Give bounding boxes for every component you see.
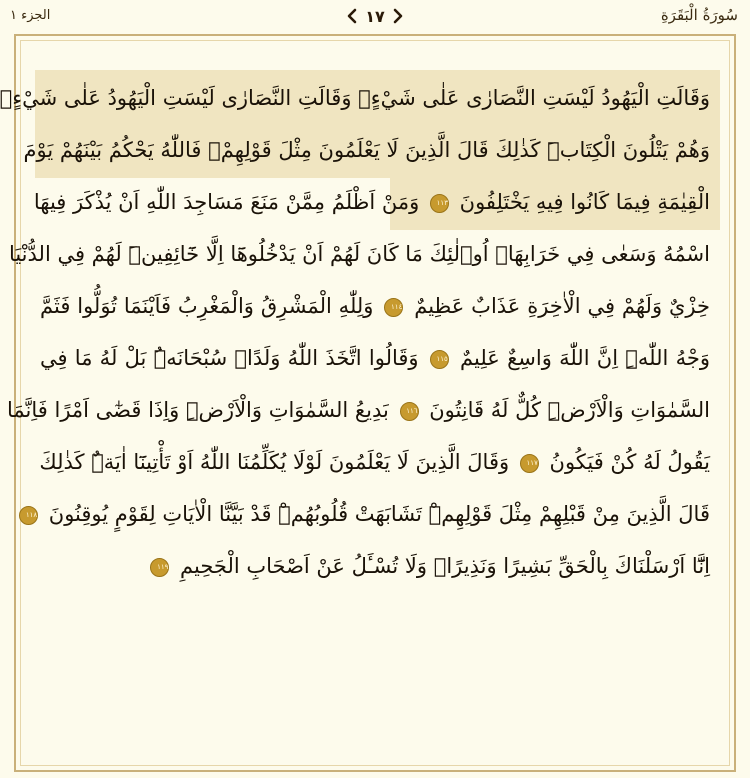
verse-number-marker: ١١٧ (520, 454, 539, 473)
chevron-left-icon[interactable] (345, 5, 359, 27)
verse-number-marker: ١١٣ (430, 194, 449, 213)
text-line-5[interactable] (40, 280, 710, 332)
verse-text: الْقِيٰمَةِ فِيمَا كَانُوا فِيهِ يَخْتَلِفُونَ (459, 190, 710, 214)
text-line-4[interactable] (8, 228, 710, 280)
text-line-10[interactable] (40, 540, 710, 592)
text-line-9[interactable] (25, 488, 710, 540)
verse-text: وَقَالَتِ الْيَهُودُ لَيْسَتِ النَّصَارٰى عَلٰى شَيْءٍۖ وَقَالَتِ النَّصَارٰى لَيْسَتِ الْيَهُودُ عَلٰى شَيْءٍۙ (0, 86, 710, 110)
verse-text: اسْمُهُ وَسَعٰى فِي خَرَابِهَاۜ اُو۬لٰئِكَ مَا كَانَ لَهُمْ اَنْ يَدْخُلُوهَٓا اِلَّا خَٓائِفِينَۜ لَهُمْ فِي الدُّنْيَا (8, 242, 710, 266)
text-line-1[interactable] (0, 72, 710, 124)
juz-label: الجزء ١ (10, 8, 51, 23)
page-number: ١٧ (365, 6, 385, 26)
verse-text: خِزْيٌ وَلَهُمْ فِي الْاٰخِرَةِ عَذَابٌ عَظِيمٌ (414, 294, 710, 318)
verse-text: السَّمٰوَاتِ وَالْاَرْضِۜ كُلٌّ لَهُ قَانِتُونَ (429, 398, 710, 422)
surah-title: سُورَةُ الْبَقَرَةِ (660, 6, 738, 24)
verse-number-marker: ١١٥ (430, 350, 449, 369)
verse-number-marker: ١١٩ (150, 558, 169, 577)
verse-text: بَدِيعُ السَّمٰوَاتِ وَالْاَرْضِۜ وَاِذَا قَضٰٓى اَمْرًا فَاِنَّمَا (7, 398, 389, 422)
text-line-2[interactable] (23, 124, 710, 176)
verse-number-marker: ١١٨ (19, 506, 38, 525)
verse-number-marker: ١١٤ (384, 298, 403, 317)
verse-number-marker: ١١٦ (400, 402, 419, 421)
verse-text: وَلِلّٰهِ الْمَشْرِقُ وَالْمَغْرِبُ فَاَيْنَمَا تُوَلُّوا فَثَمَّ (40, 294, 374, 318)
page-navigation (345, 4, 405, 28)
verse-text: وَجْهُ اللّٰهِۜ اِنَّ اللّٰهَ وَاسِعٌ عَلِيمٌ (460, 346, 710, 370)
text-line-8[interactable] (40, 436, 710, 488)
verse-text: يَقُولُ لَهُ كُنْ فَيَكُونُ (549, 450, 710, 474)
page-header (0, 0, 750, 34)
text-line-3[interactable] (33, 176, 710, 228)
chevron-right-icon[interactable] (391, 5, 405, 27)
verse-text: قَالَ الَّذِينَ مِنْ قَبْلِهِمْ مِثْلَ قَوْلِهِمْۜ تَشَابَهَتْ قُلُوبُهُمْۜ قَدْ بَيَّنَّا الْاٰيَاتِ لِقَوْمٍ يُوقِنُونَ (48, 502, 710, 526)
verse-text: وَهُمْ يَتْلُونَ الْكِتَابَۜ كَذٰلِكَ قَالَ الَّذِينَ لَا يَعْلَمُونَ مِثْلَ قَوْلِهِمْۚ فَاللّٰهُ يَحْكُمُ بَيْنَهُمْ يَوْمَ (23, 138, 710, 162)
text-line-7[interactable] (7, 384, 710, 436)
verse-text: وَمَنْ اَظْلَمُ مِمَّنْ مَنَعَ مَسَاجِدَ اللّٰهِ اَنْ يُذْكَرَ فِيهَا (33, 190, 420, 214)
text-line-6[interactable] (40, 332, 710, 384)
verse-text: وَقَالُوا اتَّخَذَ اللّٰهُ وَلَدًاۙ سُبْحَانَهُۜ بَلْ لَهُ مَا فِي (40, 346, 419, 370)
verse-text: وَقَالَ الَّذِينَ لَا يَعْلَمُونَ لَوْلَا يُكَلِّمُنَا اللّٰهُ اَوْ تَأْتِينَٓا اٰيَةٌۜ كَذٰلِكَ (39, 450, 510, 474)
verse-text: اِنَّٓا اَرْسَلْنَاكَ بِالْحَقِّ بَشِيرًا وَنَذِيرًاۙ وَلَا تُسْـَٔلُ عَنْ اَصْحَابِ الْجَحِيمِ (180, 554, 710, 578)
